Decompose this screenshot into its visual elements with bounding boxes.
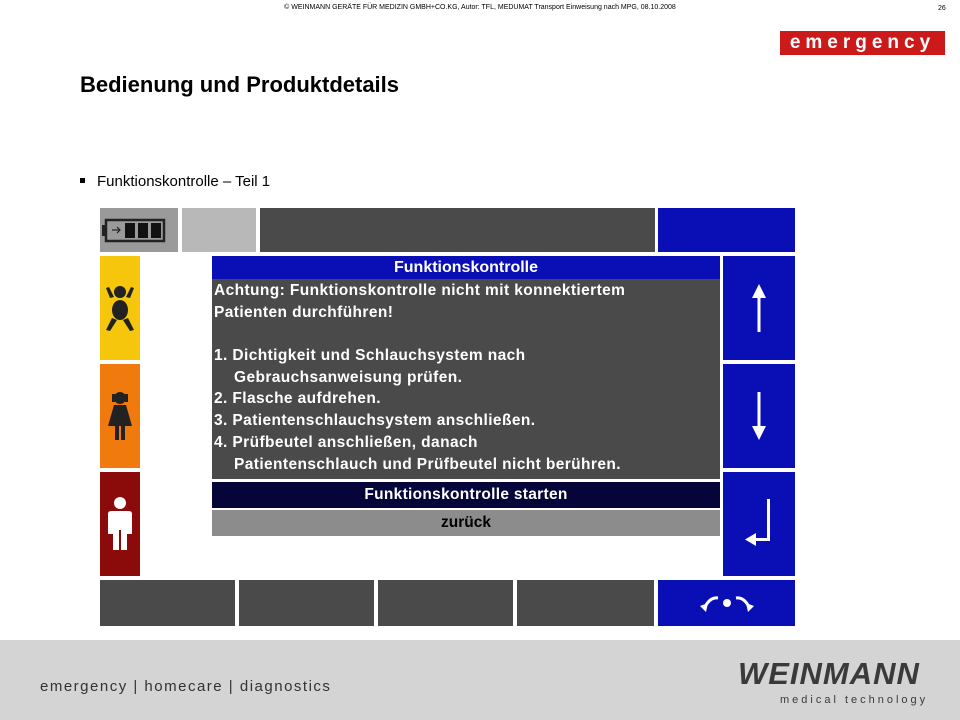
mode-infant-button[interactable] bbox=[100, 256, 140, 360]
dialog-title: Funktionskontrolle bbox=[212, 256, 720, 279]
back-button[interactable]: zurück bbox=[212, 510, 720, 536]
arrow-up-icon bbox=[749, 284, 769, 332]
rotary-knob-button[interactable] bbox=[658, 580, 795, 626]
start-check-button[interactable]: Funktionskontrolle starten bbox=[212, 482, 720, 508]
logo-subtitle: medical technology bbox=[780, 694, 929, 706]
step-2-line: 2. Flasche aufdrehen. bbox=[214, 390, 381, 408]
step-4-continued: Patientenschlauch und Prüfbeutel nicht berühren. bbox=[234, 455, 621, 473]
copyright-header: © WEINMANN GERÄTE FÜR MEDIZIN GMBH+CO.KG, Autor: TFL, MEDUMAT Transport Einweisung nach MPG, 08.10.2008 bbox=[284, 4, 676, 11]
bullet-item bbox=[80, 173, 270, 190]
adult-icon bbox=[105, 496, 135, 552]
step-1-continued: Gebrauchsanweisung prüfen. bbox=[234, 368, 463, 386]
rotary-knob-icon bbox=[692, 591, 762, 615]
device-screen bbox=[100, 208, 795, 626]
status-bar bbox=[260, 208, 655, 252]
nav-enter-button[interactable] bbox=[723, 472, 795, 576]
status-tile bbox=[182, 208, 256, 252]
step-4-line: 4. Prüfbeutel anschließen, danach bbox=[214, 433, 478, 451]
menu-tile[interactable] bbox=[658, 208, 795, 252]
warning-line-1: Achtung: Funktionskontrolle nicht mit konnektiertem bbox=[214, 282, 626, 299]
footer bbox=[0, 640, 960, 720]
softkey-2[interactable] bbox=[239, 580, 374, 626]
softkey-3[interactable] bbox=[378, 580, 513, 626]
mode-adult-button[interactable] bbox=[100, 472, 140, 576]
infant-icon bbox=[103, 282, 137, 334]
nav-down-button[interactable] bbox=[723, 364, 795, 468]
battery-indicator bbox=[100, 208, 178, 252]
step-1-line: 1. Dichtigkeit und Schlauchsystem nach bbox=[214, 347, 526, 365]
logo-wordmark: WEINMANN bbox=[738, 656, 920, 691]
mode-child-button[interactable] bbox=[100, 364, 140, 468]
nav-up-button[interactable] bbox=[723, 256, 795, 360]
warning-line-2: Patienten durchführen! bbox=[214, 303, 394, 321]
emergency-badge: emergency bbox=[780, 31, 945, 55]
blank-line bbox=[214, 323, 718, 345]
arrow-down-icon bbox=[749, 392, 769, 440]
bullet-square-icon bbox=[80, 178, 85, 183]
slide-title: Bedienung und Produktdetails bbox=[80, 72, 400, 97]
page-number: 26 bbox=[938, 5, 946, 12]
weinmann-logo bbox=[738, 656, 928, 712]
softkey-1[interactable] bbox=[100, 580, 235, 626]
child-icon bbox=[105, 390, 135, 442]
enter-icon bbox=[743, 499, 775, 549]
dialog-body bbox=[212, 279, 720, 479]
battery-icon bbox=[100, 208, 178, 252]
step-3-line: 3. Patientenschlauchsystem anschließen. bbox=[214, 412, 536, 430]
footer-tagline: emergency | homecare | diagnostics bbox=[40, 678, 332, 695]
softkey-4[interactable] bbox=[517, 580, 654, 626]
bullet-text: Funktionskontrolle – Teil 1 bbox=[97, 173, 271, 190]
